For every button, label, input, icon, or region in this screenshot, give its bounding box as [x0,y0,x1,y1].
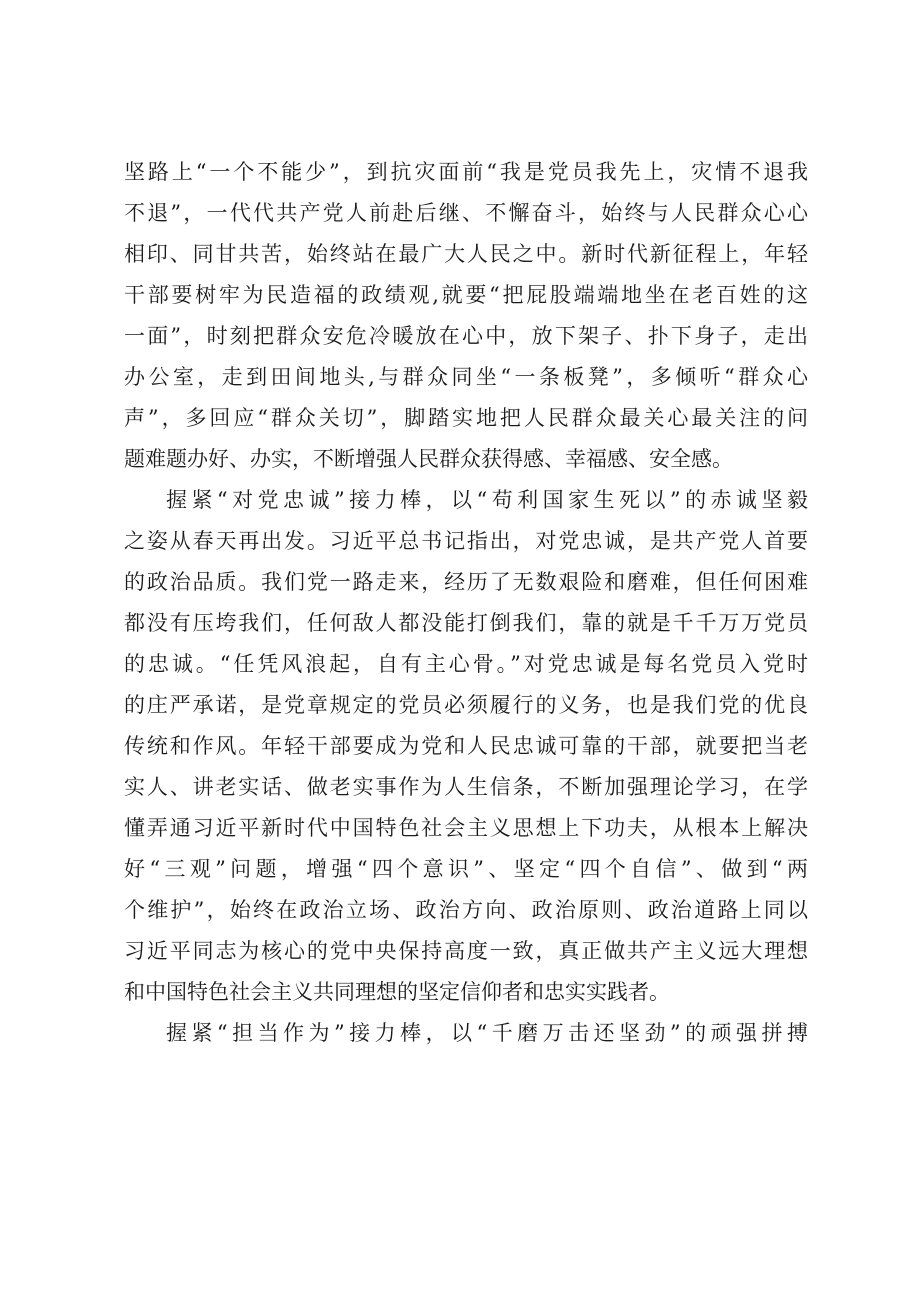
text-line: 的忠诚。“任凭风浪起，自有主心骨。”对党忠诚是每名党员入党时 [124,652,808,676]
text-line: 握紧“担当作为”接力棒，以“千磨万击还坚劲”的顽强拼搏 [166,1021,808,1045]
text-line: 个维护”，始终在政治立场、政治方向、政治原则、政治道路上同以 [124,898,808,922]
text-line: 之姿从春天再出发。习近平总书记指出，对党忠诚，是共产党人首要 [124,529,808,553]
text-line: 好“三观”问题，增强“四个意识”、坚定“四个自信”、做到“两 [124,857,808,881]
text-line: 懂弄通习近平新时代中国特色社会主义思想上下功夫，从根本上解决 [124,816,808,840]
text-line: 实人、讲老实话、做老实事作为人生信条，不断加强理论学习，在学 [124,775,808,799]
text-line: 都没有压垮我们，任何敌人都没能打倒我们，靠的就是千千万万党员 [124,611,808,635]
text-line: 握紧“对党忠诚”接力棒，以“苟利国家生死以”的赤诚坚毅 [166,488,808,512]
text-line: 相印、同甘共苦，始终站在最广大人民之中。新时代新征程上，年轻 [124,242,808,266]
text-line: 一面”，时刻把群众安危冷暖放在心中，放下架子、扑下身子，走出 [124,324,808,348]
text-line: 题难题办好、办实，不断增强人民群众获得感、幸福感、安全感。 [124,447,733,471]
text-line: 不退”，一代代共产党人前赴后继、不懈奋斗，始终与人民群众心心 [124,201,808,225]
paragraph-1 [124,152,808,480]
paragraph-2 [124,480,808,1013]
text-line: 的庄严承诺，是党章规定的党员必须履行的义务，也是我们党的优良 [124,693,808,717]
paragraph-3 [124,1013,808,1054]
document-body [124,152,808,1054]
text-line: 传统和作风。年轻干部要成为党和人民忠诚可靠的干部，就要把当老 [124,734,808,758]
text-line: 办公室，走到田间地头,与群众同坐“一条板凳”，多倾听“群众心 [124,365,808,389]
text-line: 和中国特色社会主义共同理想的坚定信仰者和忠实实践者。 [124,980,670,1004]
text-line: 习近平同志为核心的党中央保持高度一致，真正做共产主义远大理想 [124,939,808,963]
text-line: 声”，多回应“群众关切”，脚踏实地把人民群众最关心最关注的问 [124,406,808,430]
text-line: 干部要树牢为民造福的政绩观,就要“把屁股端端地坐在老百姓的这 [124,283,808,307]
text-line: 的政治品质。我们党一路走来，经历了无数艰险和磨难，但任何困难 [124,570,808,594]
text-line: 坚路上“一个不能少”，到抗灾面前“我是党员我先上，灾情不退我 [124,160,808,184]
